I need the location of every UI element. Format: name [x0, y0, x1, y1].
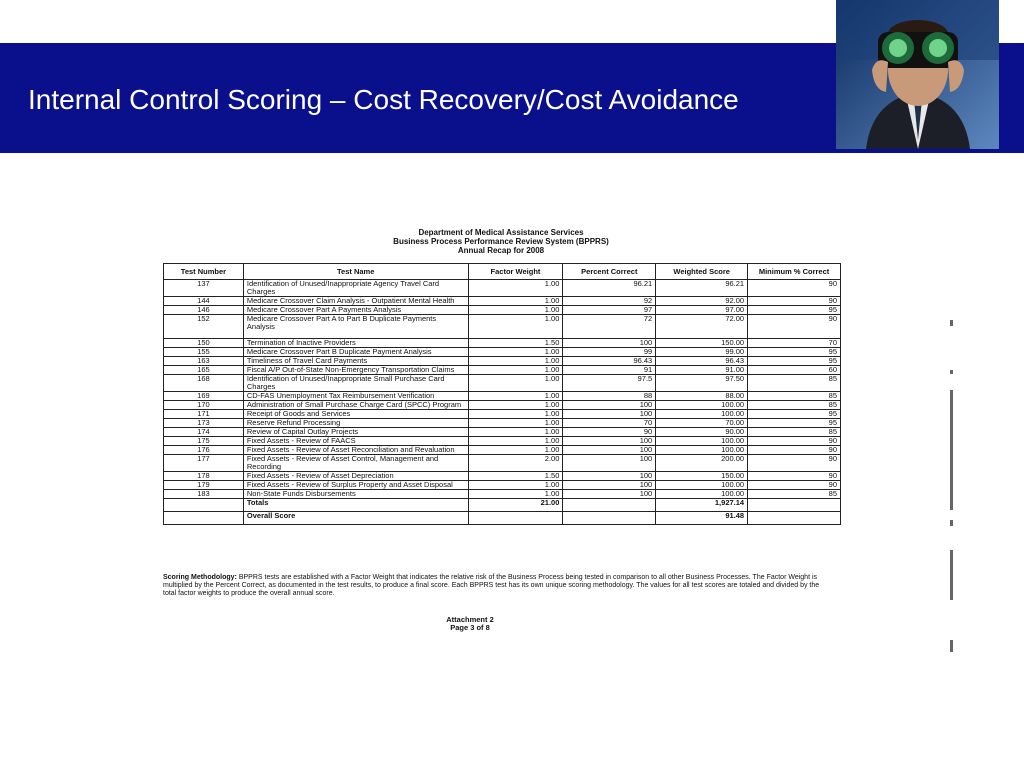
table-cell: 176 [164, 446, 244, 455]
table-cell: 137 [164, 280, 244, 297]
table-cell: 88 [563, 392, 656, 401]
table-cell [748, 499, 841, 512]
table-cell: 60 [748, 366, 841, 375]
totals-row [164, 499, 841, 512]
table-cell: CD-FAS Unemployment Tax Reimbursement Verification [243, 392, 468, 401]
table-cell: 165 [164, 366, 244, 375]
table-cell: 90 [748, 280, 841, 297]
table-cell: 85 [748, 375, 841, 392]
table-cell: 144 [164, 297, 244, 306]
table-body [164, 280, 841, 525]
table-cell: Medicare Crossover Claim Analysis - Outpatient Mental Health [243, 297, 468, 306]
scoring-table [163, 263, 841, 525]
document-header-line: Business Process Performance Review System (BPPRS) [393, 237, 609, 246]
document-header [160, 228, 842, 255]
table-cell: 150.00 [656, 472, 748, 481]
slide-title: Internal Control Scoring – Cost Recovery/Cost Avoidance [28, 84, 739, 115]
column-header: Minimum % Correct [748, 264, 841, 280]
table-cell: Overall Score [243, 512, 468, 525]
table-cell: 1.50 [468, 472, 563, 481]
table-cell: Fiscal A/P Out-of-State Non-Emergency Transportation Claims [243, 366, 468, 375]
table-cell: 174 [164, 428, 244, 437]
table-cell: 72 [563, 315, 656, 332]
table-cell: 173 [164, 419, 244, 428]
table-cell: Fixed Assets - Review of Asset Control, Management and Recording [243, 455, 468, 472]
table-cell: Administration of Small Purchase Charge Card (SPCC) Program [243, 401, 468, 410]
document-header-line: Department of Medical Assistance Services [418, 228, 584, 237]
column-header: Weighted Score [656, 264, 748, 280]
table-cell: Fixed Assets - Review of Asset Depreciation [243, 472, 468, 481]
table-cell: 1.50 [468, 339, 563, 348]
table-cell: 100 [563, 446, 656, 455]
table-cell: 1.00 [468, 410, 563, 419]
column-header: Test Name [243, 264, 468, 280]
table-cell: 1.00 [468, 315, 563, 332]
scan-artifacts [950, 320, 953, 660]
table-cell: 1.00 [468, 419, 563, 428]
table-cell: 88.00 [656, 392, 748, 401]
table-cell: 21.00 [468, 499, 563, 512]
table-cell: 70 [748, 339, 841, 348]
table-cell: 97.50 [656, 375, 748, 392]
scoring-methodology [163, 574, 831, 598]
table-cell: 1.00 [468, 306, 563, 315]
table-cell [748, 512, 841, 525]
table-cell: 2.00 [468, 455, 563, 472]
table-cell: 100.00 [656, 437, 748, 446]
table-cell: 163 [164, 357, 244, 366]
table-header-row [164, 264, 841, 280]
table-cell: 1.00 [468, 357, 563, 366]
table-cell: 1.00 [468, 490, 563, 499]
table-cell: 177 [164, 455, 244, 472]
table-cell: 95 [748, 348, 841, 357]
table-cell: 178 [164, 472, 244, 481]
table-cell: 100.00 [656, 481, 748, 490]
table-cell: 169 [164, 392, 244, 401]
table-cell: 95 [748, 306, 841, 315]
column-header: Percent Correct [563, 264, 656, 280]
table-cell: 92.00 [656, 297, 748, 306]
table-cell: 95 [748, 357, 841, 366]
table-cell: 100 [563, 401, 656, 410]
table-cell: 100 [563, 472, 656, 481]
table-cell: 91.00 [656, 366, 748, 375]
table-cell: 85 [748, 401, 841, 410]
table-cell: 92 [563, 297, 656, 306]
table-cell: 100 [563, 481, 656, 490]
table-cell [563, 499, 656, 512]
table-cell: 1.00 [468, 375, 563, 392]
table-cell: 100 [563, 410, 656, 419]
table-cell: Timeliness of Travel Card Payments [243, 357, 468, 366]
document-header-line: Annual Recap for 2008 [457, 246, 545, 255]
page-number: Page 3 of 8 [450, 623, 490, 632]
table-cell: Non-State Funds Disbursements [243, 490, 468, 499]
table-cell: 91.48 [656, 512, 748, 525]
table-cell: 152 [164, 315, 244, 332]
attachment-label: Attachment 2 [446, 615, 494, 624]
methodology-text: BPPRS tests are established with a Factor Weight that indicates the relative risk of the Business Process being tested in comparison to all other Business Processes. The Factor Weight is multiplied by the Percent Correct, as documented in the test results, to produce a final score. Each BPPRS test has its own unique scoring methodology. The values for all test scores are totaled and divided by the total factor weights to produce the overall annual score. [163, 574, 820, 597]
column-header: Test Number [164, 264, 244, 280]
methodology-label: Scoring Methodology: [163, 574, 237, 581]
table-cell: 100 [563, 437, 656, 446]
table-cell: Medicare Crossover Part A to Part B Duplicate Payments Analysis [243, 315, 468, 332]
table-cell: Fixed Assets - Review of Asset Reconciliation and Revaluation [243, 446, 468, 455]
table-cell: Identification of Unused/Inappropriate Small Purchase Card Charges [243, 375, 468, 392]
table-cell: Receipt of Goods and Services [243, 410, 468, 419]
table-cell: 100 [563, 490, 656, 499]
table-cell: 150.00 [656, 339, 748, 348]
table-cell: 90 [748, 446, 841, 455]
table-cell: 99.00 [656, 348, 748, 357]
table-cell: 96.21 [563, 280, 656, 297]
table-cell: 90 [748, 437, 841, 446]
table-cell [563, 512, 656, 525]
table-cell: 95 [748, 410, 841, 419]
scanned-document [160, 228, 842, 640]
table-cell: 1.00 [468, 401, 563, 410]
table-cell: 90 [748, 315, 841, 332]
table-cell: 99 [563, 348, 656, 357]
table-cell: 155 [164, 348, 244, 357]
table-cell: 97.00 [656, 306, 748, 315]
table-cell: 100 [563, 455, 656, 472]
table-cell: 95 [748, 419, 841, 428]
table-row [164, 280, 841, 297]
table-cell: Reserve Refund Processing [243, 419, 468, 428]
table-cell: 1.00 [468, 428, 563, 437]
table-cell: Termination of Inactive Providers [243, 339, 468, 348]
table-cell: 70.00 [656, 419, 748, 428]
table-cell: 1.00 [468, 348, 563, 357]
table-cell: 85 [748, 428, 841, 437]
table-cell: 150 [164, 339, 244, 348]
table-cell: 146 [164, 306, 244, 315]
table-cell: 1.00 [468, 366, 563, 375]
table-cell: Medicare Crossover Part A Payments Analysis [243, 306, 468, 315]
table-row [164, 455, 841, 472]
table-cell: 1.00 [468, 297, 563, 306]
table-row [164, 375, 841, 392]
table-cell: 1.00 [468, 481, 563, 490]
table-cell: 96.43 [656, 357, 748, 366]
table-row [164, 315, 841, 332]
table-cell: 91 [563, 366, 656, 375]
table-cell: 97.5 [563, 375, 656, 392]
table-cell: 179 [164, 481, 244, 490]
table-cell [468, 512, 563, 525]
table-cell: 183 [164, 490, 244, 499]
table-cell: 90 [748, 472, 841, 481]
table-cell: 100.00 [656, 446, 748, 455]
table-cell: 100.00 [656, 410, 748, 419]
man-with-binoculars-icon [836, 0, 999, 149]
table-cell: 85 [748, 392, 841, 401]
overall-score-row [164, 512, 841, 525]
table-cell [164, 512, 244, 525]
table-cell: 100.00 [656, 401, 748, 410]
table-cell: 90 [748, 455, 841, 472]
table-cell: Fixed Assets - Review of FAACS [243, 437, 468, 446]
table-cell: 170 [164, 401, 244, 410]
table-cell: Identification of Unused/Inappropriate Agency Travel Card Charges [243, 280, 468, 297]
table-cell: 1.00 [468, 392, 563, 401]
table-cell: 200.00 [656, 455, 748, 472]
table-cell: 100 [563, 339, 656, 348]
table-cell: 1.00 [468, 437, 563, 446]
column-header: Factor Weight [468, 264, 563, 280]
table-cell: 90 [748, 297, 841, 306]
attachment-footer [160, 616, 780, 632]
table-cell: Fixed Assets - Review of Surplus Property and Asset Disposal [243, 481, 468, 490]
table-cell [164, 499, 244, 512]
table-cell: 1.00 [468, 280, 563, 297]
table-cell: 168 [164, 375, 244, 392]
table-cell: 171 [164, 410, 244, 419]
table-cell: 90 [748, 481, 841, 490]
binoculars-photo [836, 0, 999, 149]
table-cell: 90.00 [656, 428, 748, 437]
table-cell: Medicare Crossover Part B Duplicate Payment Analysis [243, 348, 468, 357]
table-cell: 85 [748, 490, 841, 499]
table-cell: 1.00 [468, 446, 563, 455]
table-cell: 97 [563, 306, 656, 315]
table-cell: 96.21 [656, 280, 748, 297]
table-cell: 1,927.14 [656, 499, 748, 512]
table-cell: 70 [563, 419, 656, 428]
table-cell: 72.00 [656, 315, 748, 332]
table-cell: 100.00 [656, 490, 748, 499]
table-cell: Review of Capital Outlay Projects [243, 428, 468, 437]
table-cell: 90 [563, 428, 656, 437]
table-cell: 96.43 [563, 357, 656, 366]
table-cell: 175 [164, 437, 244, 446]
table-cell: Totals [243, 499, 468, 512]
